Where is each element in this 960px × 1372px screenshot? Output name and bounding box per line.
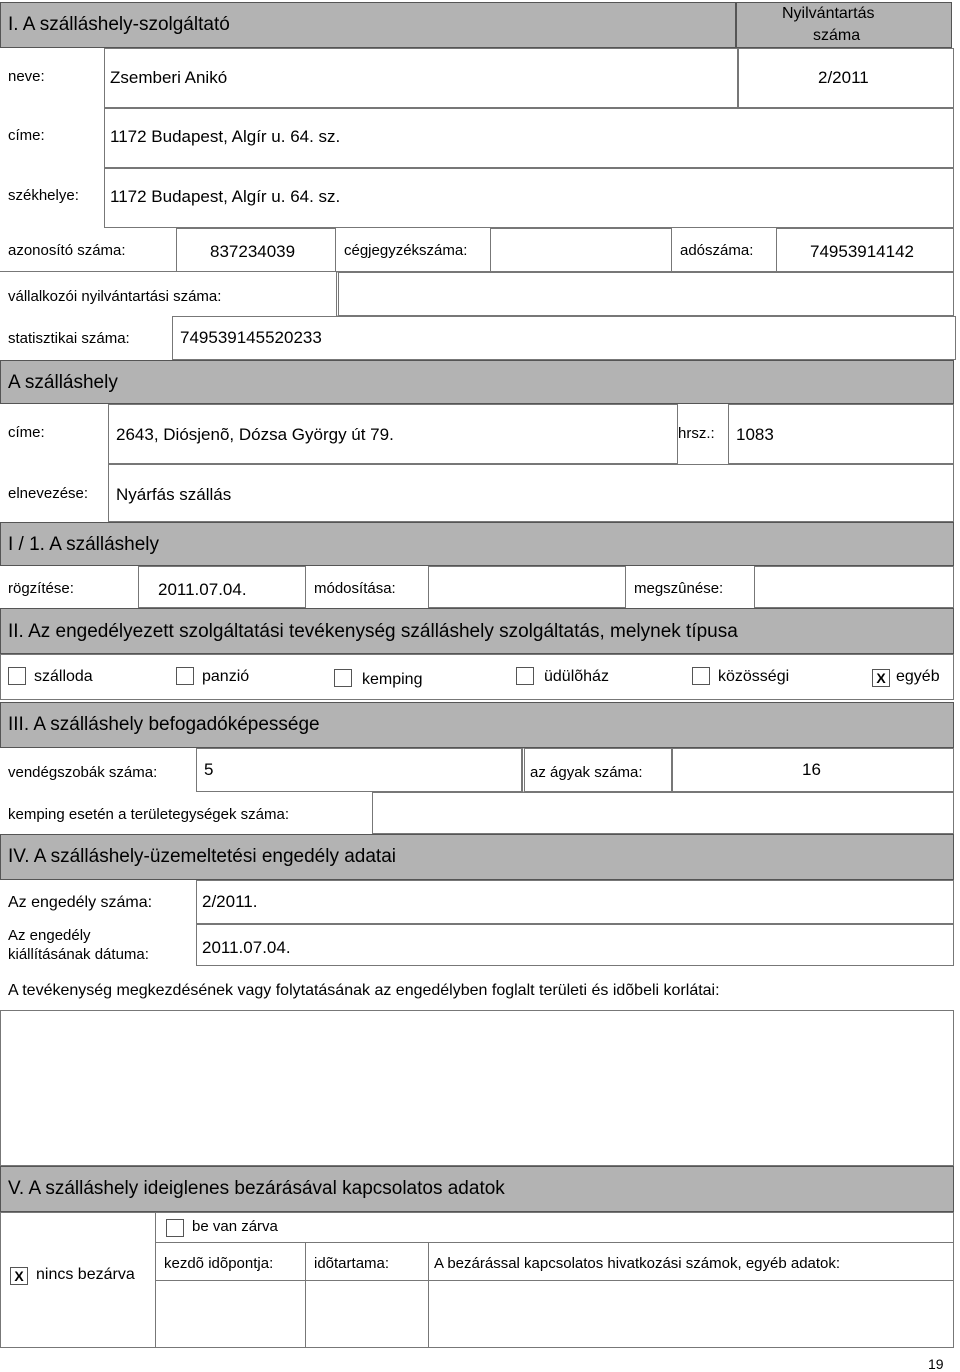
duration-divider xyxy=(428,1242,429,1348)
provider-address-label: címe: xyxy=(8,127,45,144)
recorded-label: rögzítése: xyxy=(8,580,74,597)
closed-label: be van zárva xyxy=(192,1218,278,1235)
permit-number-value: 2/2011. xyxy=(202,892,258,911)
permit-number-label: Az engedély száma: xyxy=(8,894,153,911)
tax-value: 74953914142 xyxy=(810,242,915,261)
not-closed-checkbox[interactable]: X xyxy=(10,1267,28,1285)
beds-value: 16 xyxy=(802,760,821,779)
type-checkbox-egyeb[interactable]: X xyxy=(872,669,890,687)
section-1-1-title: I / 1. A szálláshely xyxy=(8,534,160,555)
terminated-label: megszûnése: xyxy=(634,580,724,597)
type-checkbox-kemping[interactable] xyxy=(334,669,352,687)
hrsz-label: hrsz.: xyxy=(678,425,715,442)
issue-date-value: 2011.07.04. xyxy=(202,938,291,957)
accommodation-name-label: elnevezése: xyxy=(8,485,89,502)
type-label-egyeb: egyéb xyxy=(896,668,940,685)
camping-units-field xyxy=(372,792,954,834)
limits-field xyxy=(0,1010,954,1166)
permit-number-field xyxy=(196,880,954,924)
labels-divider xyxy=(156,1280,954,1281)
types-row xyxy=(0,654,954,700)
closure-divider xyxy=(156,1242,954,1243)
entrepreneur-registry-field xyxy=(336,272,954,316)
modified-label: módosítása: xyxy=(314,580,396,597)
hrsz-value: 1083 xyxy=(736,425,774,444)
type-label-kemping: kemping xyxy=(362,671,423,688)
issue-date-field xyxy=(196,924,954,966)
duration-label: idõtartama: xyxy=(314,1255,390,1272)
tax-label: adószáma: xyxy=(680,242,754,259)
provider-seat-label: székhelye: xyxy=(8,187,79,204)
registration-number-label-1: Nyilvántartás xyxy=(782,5,875,22)
type-label-panzio: panzió xyxy=(202,668,250,685)
type-label-udulohaz: üdülõház xyxy=(544,668,609,685)
start-divider xyxy=(305,1242,306,1348)
closed-checkbox[interactable] xyxy=(166,1219,184,1237)
entrepreneur-registry-label: vállalkozói nyilvántartási száma: xyxy=(8,288,222,305)
company-registry-field xyxy=(490,228,672,272)
section-5-title: V. A szálláshely ideiglenes bezárásával kapcsolatos adatok xyxy=(8,1178,505,1199)
section-3-title: III. A szálláshely befogadóképessége xyxy=(8,714,320,735)
statistics-label: statisztikai száma: xyxy=(8,330,130,347)
type-label-kozossegi: közösségi xyxy=(718,668,790,685)
page-number: 19 xyxy=(928,1356,944,1372)
modified-field xyxy=(428,566,626,608)
limits-label: A tevékenység megkezdésének vagy folytatásának az engedélyben foglalt területi és idõbeli korlátai: xyxy=(8,982,720,999)
registration-number-label-2: száma xyxy=(813,27,861,44)
recorded-value: 2011.07.04. xyxy=(158,580,247,599)
provider-name-value: Zsemberi Anikó xyxy=(110,68,228,87)
type-checkbox-udulohaz[interactable] xyxy=(516,667,534,685)
beds-label: az ágyak száma: xyxy=(530,764,643,781)
issue-date-label-2: kiállításának dátuma: xyxy=(8,946,149,963)
company-registry-label: cégjegyzékszáma: xyxy=(344,242,468,259)
statistics-value: 749539145520233 xyxy=(180,328,322,347)
section-4-title: IV. A szálláshely-üzemeltetési engedély adatai xyxy=(8,846,396,867)
section-2-title: II. Az engedélyezett szolgáltatási tevékenység szálláshely szolgáltatás, melynek típusa xyxy=(8,621,738,642)
type-checkbox-panzio[interactable] xyxy=(176,667,194,685)
not-closed-label: nincs bezárva xyxy=(36,1266,135,1283)
accommodation-name-field xyxy=(108,464,954,522)
provider-name-label: neve: xyxy=(8,68,45,85)
type-checkbox-szalloda[interactable] xyxy=(8,667,26,685)
references-label: A bezárással kapcsolatos hivatkozási számok, egyéb adatok: xyxy=(434,1255,841,1272)
accommodation-name-value: Nyárfás szállás xyxy=(116,485,232,504)
rooms-value: 5 xyxy=(204,760,214,779)
type-label-szalloda: szálloda xyxy=(34,668,93,685)
accommodation-header xyxy=(0,360,954,404)
type-checkbox-kozossegi[interactable] xyxy=(692,667,710,685)
accommodation-title: A szálláshely xyxy=(8,372,118,393)
issue-date-label-1: Az engedély xyxy=(8,927,91,944)
id-value: 837234039 xyxy=(210,242,296,261)
id-label: azonosító száma: xyxy=(8,242,126,259)
provider-address-value: 1172 Budapest, Algír u. 64. sz. xyxy=(110,127,341,146)
provider-seat-value: 1172 Budapest, Algír u. 64. sz. xyxy=(110,187,341,206)
camping-units-label: kemping esetén a területegységek száma: xyxy=(8,806,289,823)
start-label: kezdõ idõpontja: xyxy=(164,1255,274,1272)
registration-number-value: 2/2011 xyxy=(818,68,869,87)
rooms-field xyxy=(196,748,522,792)
terminated-field xyxy=(754,566,954,608)
rooms-label: vendégszobák száma: xyxy=(8,764,158,781)
section-1-title: I. A szálláshely-szolgáltató xyxy=(8,14,230,35)
accommodation-address-value: 2643, Diósjenõ, Dózsa György út 79. xyxy=(116,425,394,444)
accommodation-address-label: címe: xyxy=(8,424,45,441)
